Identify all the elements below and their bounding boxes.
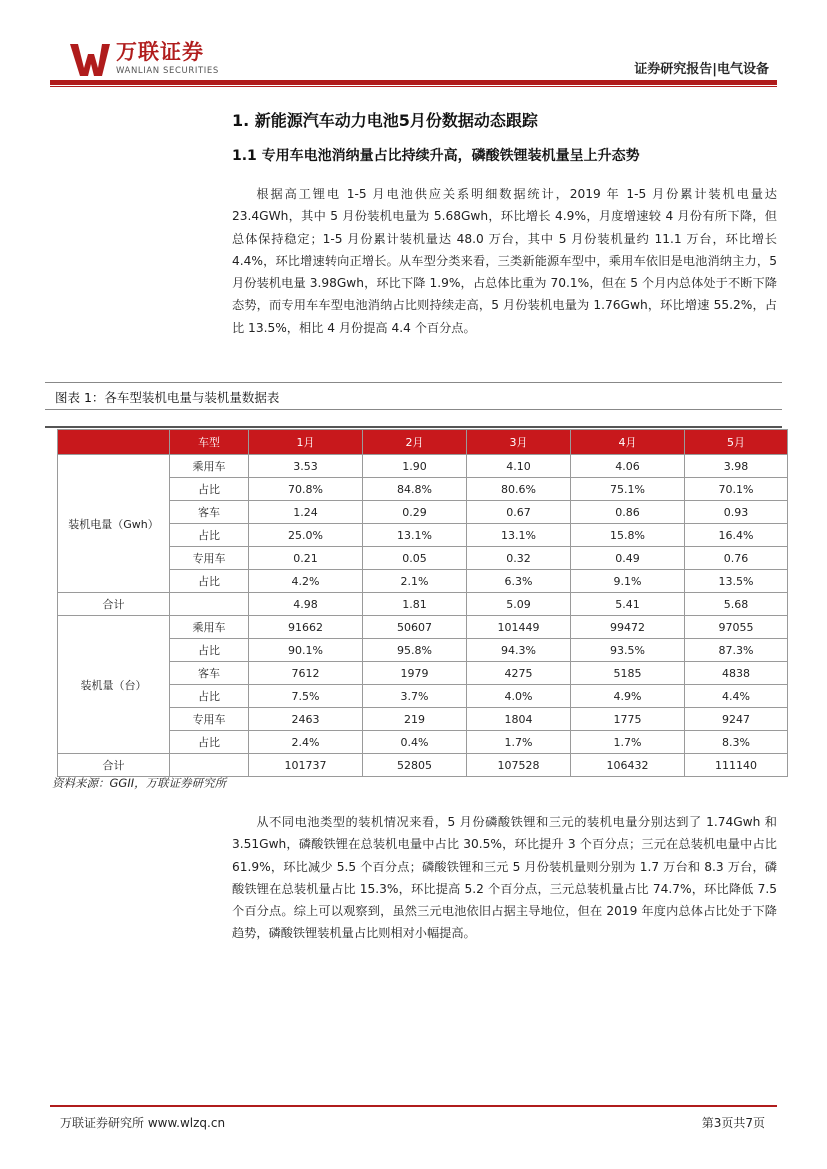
body-paragraph-2: 从不同电池类型的装机情况来看，5 月份磷酸铁锂和三元的装机电量分别达到了 1.74Gwh 和 3.51Gwh，磷酸铁锂在总装机电量中占比 30.5%，环比提升 3 个百分点；三元在总装机电量中占比 61.9%，环比减少 5.5 个百分点；磷酸铁锂和三元 5 月份装机量则分别为 1.7 万台和 8.3 万台，磷酸铁锂在总装机量占比 15.3%，环比提高 5.2 个百分点，三元总装机量占比 74.7%，环比降低 7.5 个百分点。综上可以观察到，虽然三元电池依旧占据主导地位，但在 2019 年度内总体占比处于下降趋势，磷酸铁锂装机量占比则相对小幅提高。 bbox=[232, 815, 777, 941]
table-cell: 15.8% bbox=[571, 524, 685, 547]
table-cell: 1.7% bbox=[571, 731, 685, 754]
section-heading: 1. 新能源汽车动力电池5月份数据动态跟踪 bbox=[232, 111, 538, 130]
table-cell: 4.98 bbox=[249, 593, 363, 616]
table-cell: 7.5% bbox=[249, 685, 363, 708]
logo-en-text: WANLIAN SECURITIES bbox=[116, 66, 219, 76]
header-cell: 4月 bbox=[571, 430, 685, 455]
table-cell: 9247 bbox=[685, 708, 788, 731]
table-cell bbox=[170, 593, 249, 616]
page-number: 第3页共7页 bbox=[701, 1116, 765, 1130]
table-cell: 106432 bbox=[571, 754, 685, 777]
table-cell: 0.86 bbox=[571, 501, 685, 524]
table-cell: 1.90 bbox=[363, 455, 467, 478]
header-cell bbox=[58, 430, 170, 455]
table-cell: 0.4% bbox=[363, 731, 467, 754]
table-cell: 占比 bbox=[170, 524, 249, 547]
table-cell: 13.5% bbox=[685, 570, 788, 593]
table-cell: 占比 bbox=[170, 570, 249, 593]
header-cell: 2月 bbox=[363, 430, 467, 455]
table-cell: 专用车 bbox=[170, 708, 249, 731]
table-cell: 1804 bbox=[467, 708, 571, 731]
table-cell: 1.7% bbox=[467, 731, 571, 754]
table-cell: 70.8% bbox=[249, 478, 363, 501]
table-cell: 16.4% bbox=[685, 524, 788, 547]
table-cell bbox=[170, 754, 249, 777]
table-cell: 99472 bbox=[571, 616, 685, 639]
total-label: 合计 bbox=[58, 593, 170, 616]
table-cell: 75.1% bbox=[571, 478, 685, 501]
table-cell: 3.98 bbox=[685, 455, 788, 478]
table-cell: 13.1% bbox=[467, 524, 571, 547]
table-cell: 占比 bbox=[170, 731, 249, 754]
figure-title: 图表 1：各车型装机电量与装机量数据表 bbox=[55, 390, 280, 405]
footer-divider bbox=[50, 1105, 777, 1107]
table-total-row bbox=[58, 593, 788, 616]
table-cell: 0.76 bbox=[685, 547, 788, 570]
company-logo bbox=[70, 40, 219, 80]
table-cell: 9.1% bbox=[571, 570, 685, 593]
header-divider-thin bbox=[50, 86, 777, 87]
table-cell: 4838 bbox=[685, 662, 788, 685]
subsection-heading: 1.1 专用车电池消纳量占比持续升高，磷酸铁锂装机量呈上升态势 bbox=[232, 148, 640, 164]
table-cell: 4.10 bbox=[467, 455, 571, 478]
table-cell: 5.41 bbox=[571, 593, 685, 616]
table-cell: 107528 bbox=[467, 754, 571, 777]
table-cell: 1775 bbox=[571, 708, 685, 731]
report-category: 证券研究报告|电气设备 bbox=[634, 62, 769, 77]
table-cell: 1.24 bbox=[249, 501, 363, 524]
group-label-units: 装机量（台） bbox=[58, 616, 170, 754]
header-cell: 5月 bbox=[685, 430, 788, 455]
table-cell: 0.49 bbox=[571, 547, 685, 570]
table-top-rule bbox=[45, 426, 782, 428]
table-cell: 5185 bbox=[571, 662, 685, 685]
logo-cn-text: 万联证券 bbox=[116, 40, 204, 64]
table-row bbox=[58, 455, 788, 478]
table-cell: 52805 bbox=[363, 754, 467, 777]
group-label-energy: 装机电量（Gwh） bbox=[58, 455, 170, 593]
table-cell: 13.1% bbox=[363, 524, 467, 547]
header-divider bbox=[50, 80, 777, 85]
figure-title-bar bbox=[45, 382, 782, 410]
table-cell: 0.67 bbox=[467, 501, 571, 524]
footer-publisher: 万联证券研究所 www.wlzq.cn bbox=[60, 1116, 226, 1130]
total-label: 合计 bbox=[58, 754, 170, 777]
table-cell: 5.09 bbox=[467, 593, 571, 616]
header-cell: 车型 bbox=[170, 430, 249, 455]
table-cell: 80.6% bbox=[467, 478, 571, 501]
table-cell: 专用车 bbox=[170, 547, 249, 570]
table-cell: 84.8% bbox=[363, 478, 467, 501]
header-cell: 1月 bbox=[249, 430, 363, 455]
table-cell: 0.05 bbox=[363, 547, 467, 570]
table-cell: 3.53 bbox=[249, 455, 363, 478]
table-cell: 客车 bbox=[170, 501, 249, 524]
table-cell: 占比 bbox=[170, 639, 249, 662]
table-cell: 4275 bbox=[467, 662, 571, 685]
header-cell: 3月 bbox=[467, 430, 571, 455]
table-cell: 90.1% bbox=[249, 639, 363, 662]
table-cell: 95.8% bbox=[363, 639, 467, 662]
table-cell: 2463 bbox=[249, 708, 363, 731]
table-cell: 97055 bbox=[685, 616, 788, 639]
table-cell: 8.3% bbox=[685, 731, 788, 754]
table-cell: 4.4% bbox=[685, 685, 788, 708]
table-cell: 占比 bbox=[170, 478, 249, 501]
table-cell: 4.0% bbox=[467, 685, 571, 708]
table-cell: 0.29 bbox=[363, 501, 467, 524]
table-cell: 1979 bbox=[363, 662, 467, 685]
table-cell: 2.4% bbox=[249, 731, 363, 754]
table-cell: 4.2% bbox=[249, 570, 363, 593]
table-cell: 0.21 bbox=[249, 547, 363, 570]
table-cell: 占比 bbox=[170, 685, 249, 708]
data-table bbox=[57, 429, 788, 777]
figure-source: 资料来源：GGII，万联证券研究所 bbox=[52, 776, 227, 790]
table-cell: 1.81 bbox=[363, 593, 467, 616]
table-cell: 50607 bbox=[363, 616, 467, 639]
table-cell: 101449 bbox=[467, 616, 571, 639]
wanlian-logo-icon bbox=[70, 40, 110, 80]
table-cell: 3.7% bbox=[363, 685, 467, 708]
table-cell: 5.68 bbox=[685, 593, 788, 616]
table-cell: 111140 bbox=[685, 754, 788, 777]
table-cell: 25.0% bbox=[249, 524, 363, 547]
table-cell: 乘用车 bbox=[170, 616, 249, 639]
table-cell: 93.5% bbox=[571, 639, 685, 662]
table-cell: 乘用车 bbox=[170, 455, 249, 478]
table-cell: 94.3% bbox=[467, 639, 571, 662]
table-cell: 客车 bbox=[170, 662, 249, 685]
table-cell: 4.9% bbox=[571, 685, 685, 708]
body-paragraph-1: 根据高工锂电 1-5 月电池供应关系明细数据统计，2019 年 1-5 月份累计装机电量达 23.4GWh，其中 5 月份装机电量为 5.68Gwh，环比增长 4.9%，月度增速较 4 月份有所下降，但总体保持稳定；1-5 月份累计装机量达 48.0 万台，其中 5 月份装机量约 11.1 万台，环比增长 4.4%，环比增速转向正增长。从车型分类来看，三类新能源车型中，乘用车依旧是电池消纳主力，5 月份装机电量 3.98Gwh，环比下降 1.9%，占总体比重为 70.1%，但在 5 个月内总体处于不断下降态势，而专用车车型电池消纳占比则持续走高，5 月份装机电量为 1.76Gwh，环比增速 55.2%，占比 13.5%，相比 4 月份提高 4.4 个百分点。 bbox=[232, 187, 777, 335]
table-cell: 2.1% bbox=[363, 570, 467, 593]
table-cell: 7612 bbox=[249, 662, 363, 685]
table-cell: 0.93 bbox=[685, 501, 788, 524]
table-cell: 0.32 bbox=[467, 547, 571, 570]
table-cell: 101737 bbox=[249, 754, 363, 777]
table-cell: 6.3% bbox=[467, 570, 571, 593]
table-cell: 70.1% bbox=[685, 478, 788, 501]
table-total-row bbox=[58, 754, 788, 777]
table-cell: 87.3% bbox=[685, 639, 788, 662]
table-cell: 4.06 bbox=[571, 455, 685, 478]
table-row bbox=[58, 616, 788, 639]
table-cell: 91662 bbox=[249, 616, 363, 639]
table-cell: 219 bbox=[363, 708, 467, 731]
table-header-row bbox=[58, 430, 788, 455]
